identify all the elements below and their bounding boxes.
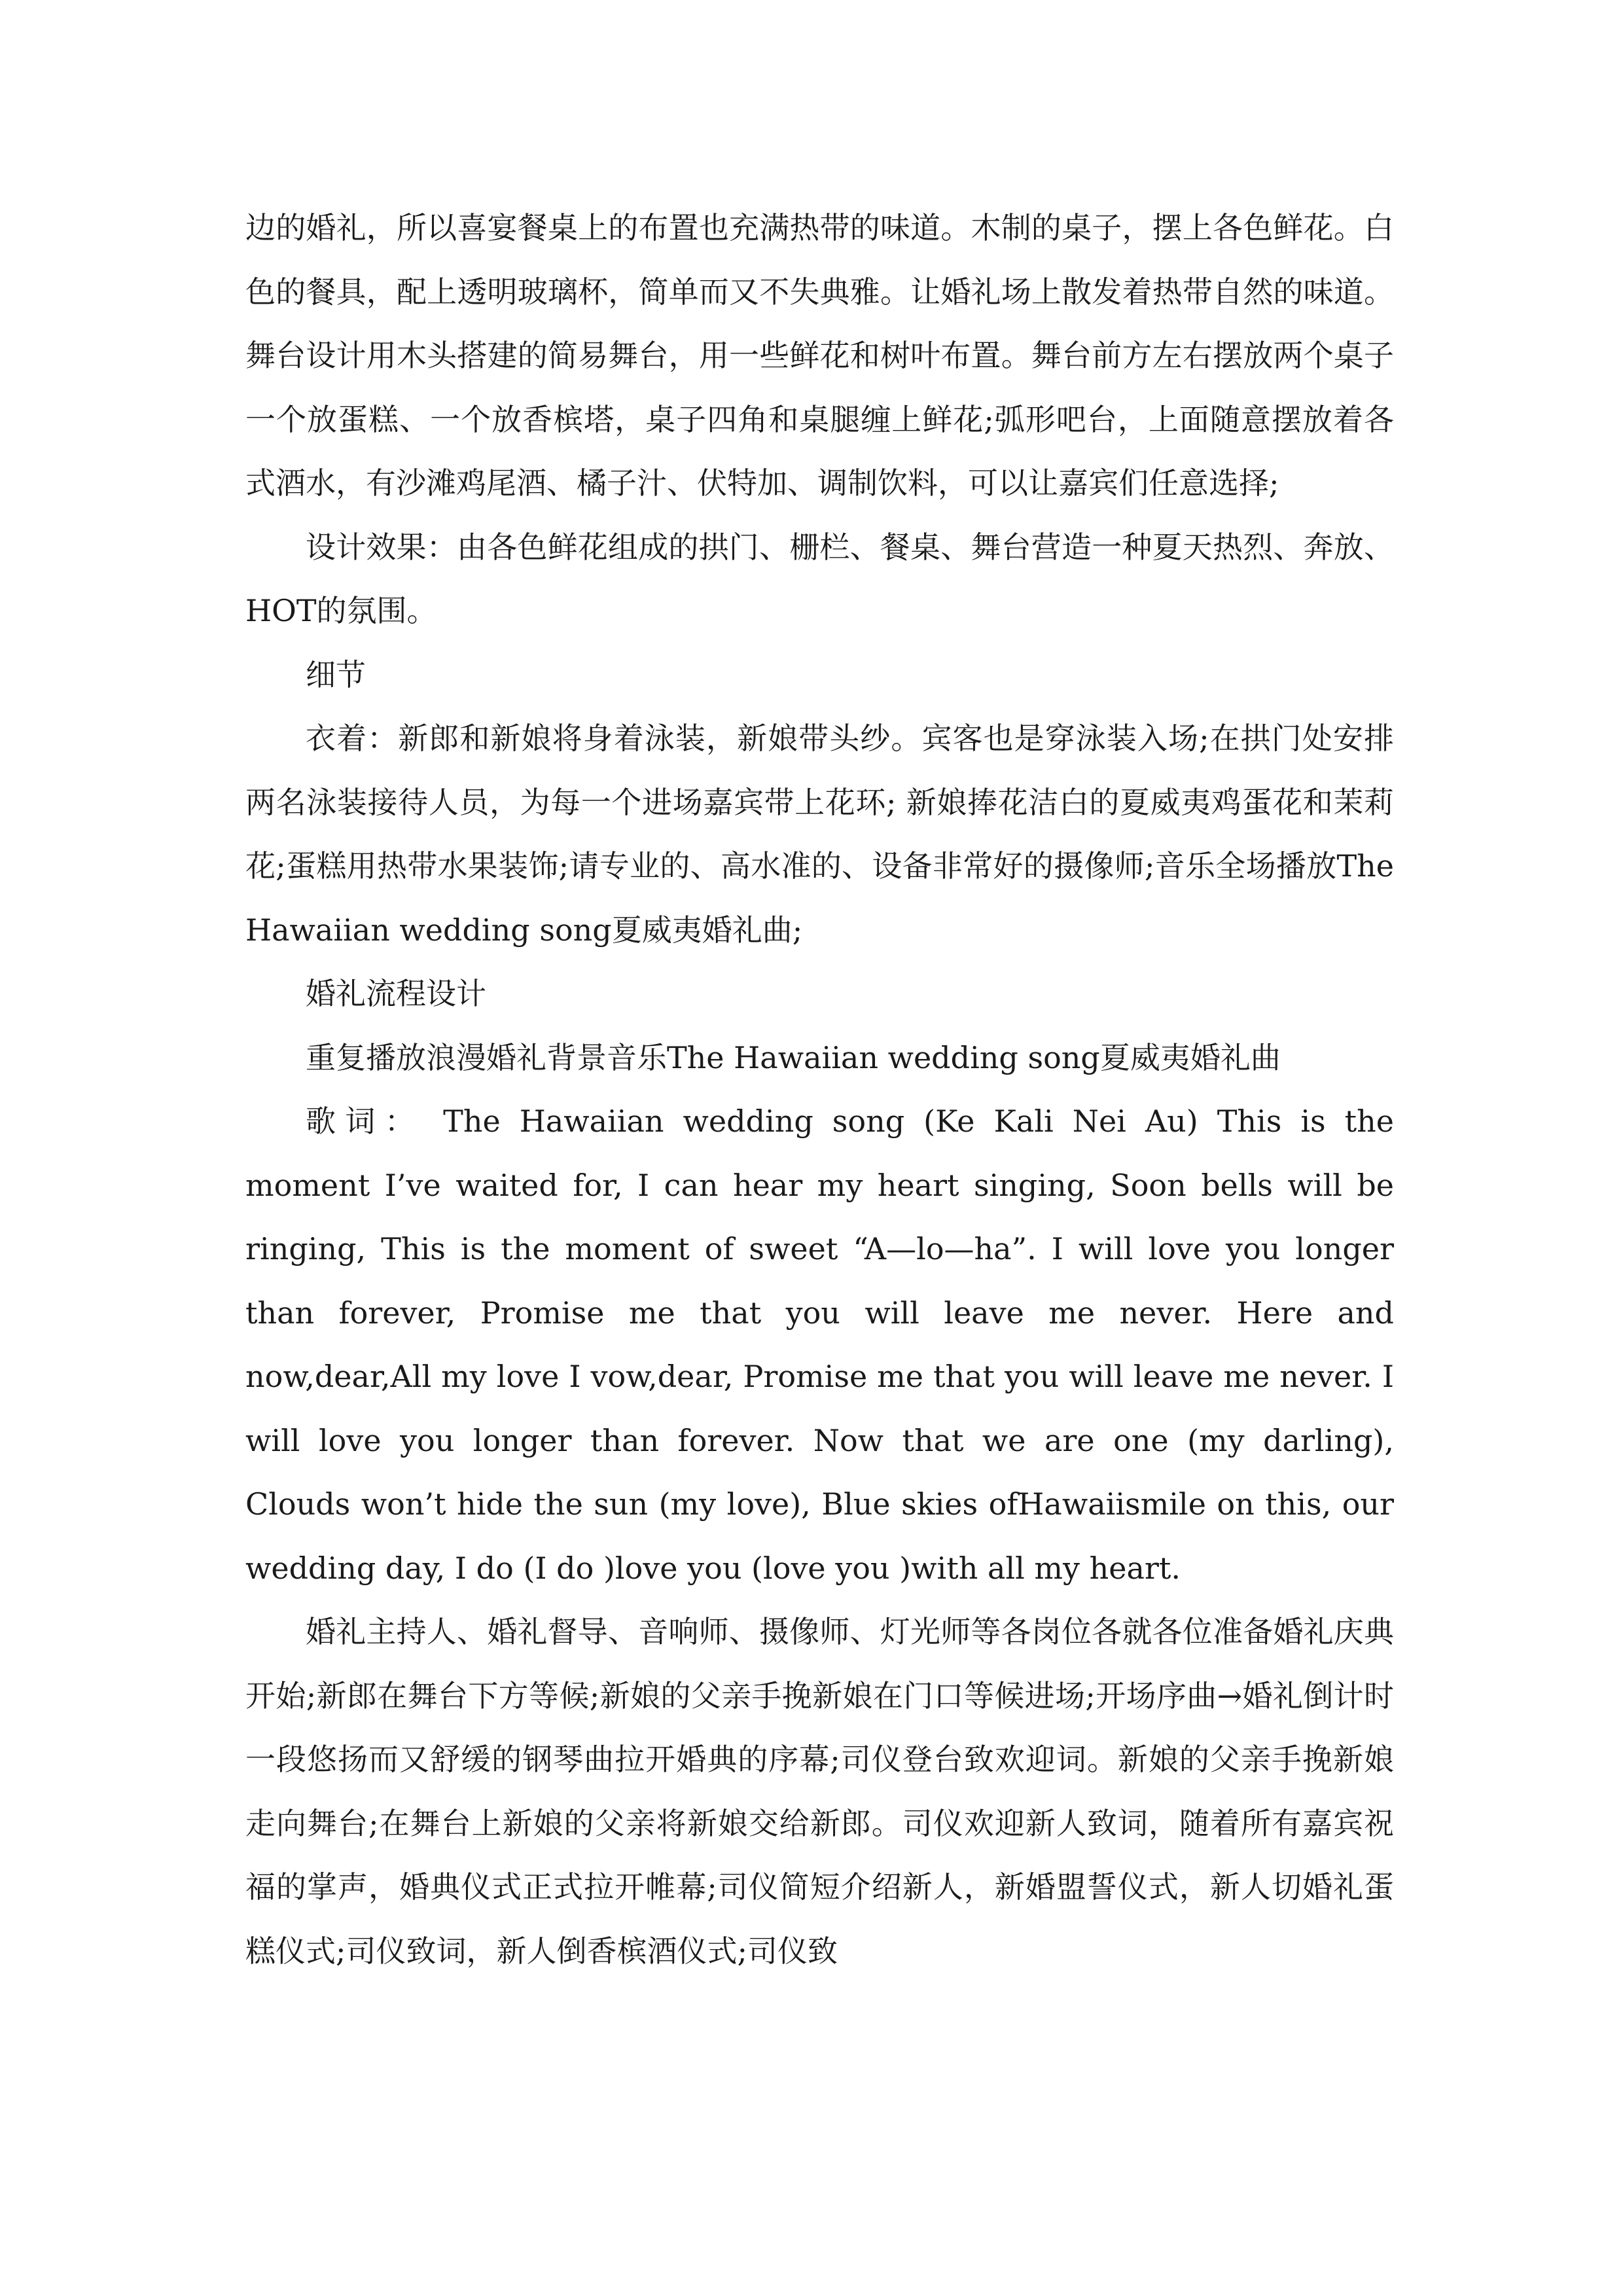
heading-details: 细节 <box>306 656 366 692</box>
paragraph-ceremony-flow: 婚礼主持人、婚礼督导、音响师、摄像师、灯光师等各岗位各就各位准备婚礼庆典开始;新郎在舞台下方等候;新娘的父亲手挽新娘在门口等候进场;开场序曲→婚礼倒计时一段悠扬而又舒缓的钢琴曲拉开婚典的序幕;司仪登台致欢迎词。新娘的父亲手挽新娘走向舞台;在舞台上新娘的父亲将新娘交给新郎。司仪欢迎新人致词，随着所有嘉宾祝福的掌声，婚典仪式正式拉开帷幕;司仪简短介绍新人，新婚盟誓仪式，新人切婚礼蛋糕仪式;司仪致词，新人倒香槟酒仪式;司仪致 <box>245 1614 1394 1969</box>
heading-wedding-process: 婚礼流程设计 <box>306 976 486 1011</box>
paragraph-background-music: 重复播放浪漫婚礼背景音乐The Hawaiian wedding song夏威夷婚礼曲 <box>306 1039 1281 1075</box>
document-body <box>245 196 1394 1983</box>
paragraph-design-effect: 设计效果：由各色鲜花组成的拱门、栅栏、餐桌、舞台营造一种夏天热烈、奔放、HOT的氛围。 <box>245 529 1394 628</box>
paragraph-attire: 衣着：新郎和新娘将身着泳装，新娘带头纱。宾客也是穿泳装入场;在拱门处安排两名泳装接待人员，为每一个进场嘉宾带上花环; 新娘捧花洁白的夏威夷鸡蛋花和茉莉花;蛋糕用热带水果装饰;请专业的、高水准的、设备非常好的摄像师;音乐全场播放The Hawaiian wedding song夏威夷婚礼曲; <box>245 721 1394 948</box>
paragraph-lyrics: 歌词： The Hawaiian wedding song (Ke Kali Nei Au) This is the moment I’ve waited for, I can hear my heart singing, Soon bells will be ringing, This is the moment of sweet “A—lo—ha”. I will love you longer than forever, Promise me that you will leave me never. Here and now,dear,All my love I vow,dear, Promise me that you will leave me never. I will love you longer than forever. Now that we are one (my darling), Clouds won’t hide the sun (my love), Blue skies ofHawaiismile on this, our wedding day, I do (I do )love you (love you )with all my heart. <box>245 1103 1394 1586</box>
paragraph-table-decor: 边的婚礼，所以喜宴餐桌上的布置也充满热带的味道。木制的桌子，摆上各色鲜花。白色的餐具，配上透明玻璃杯，简单而又不失典雅。让婚礼场上散发着热带自然的味道。 舞台设计用木头搭建的简易舞台，用一些鲜花和树叶布置。舞台前方左右摆放两个桌子一个放蛋糕、一个放香槟塔，桌子四角和桌腿缠上鲜花;弧形吧台，上面随意摆放着各式酒水，有沙滩鸡尾酒、橘子汁、伏特加、调制饮料，可以让嘉宾们任意选择; <box>245 210 1394 501</box>
